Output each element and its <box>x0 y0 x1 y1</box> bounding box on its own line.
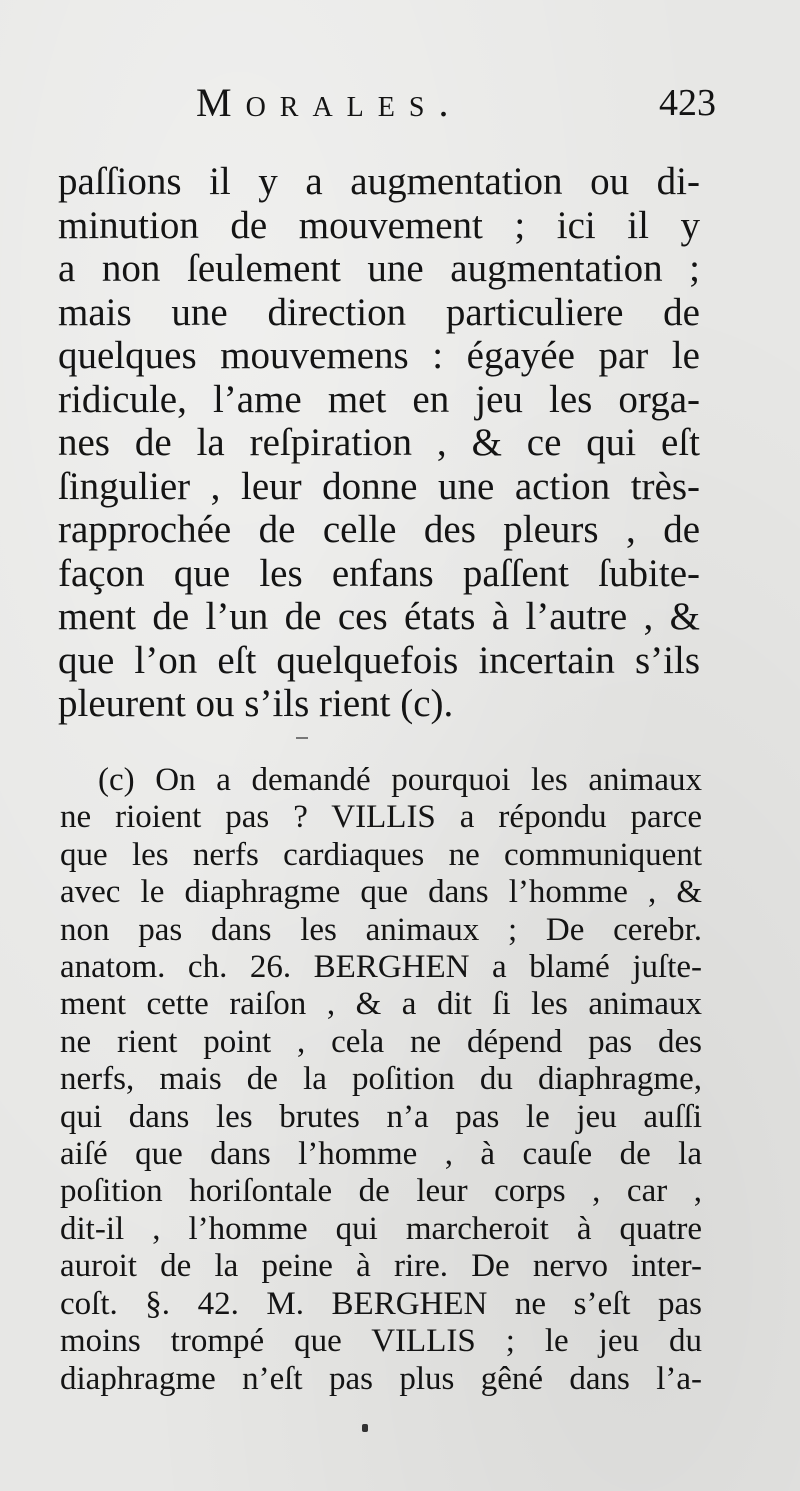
text-line: a non ſeulement une augmentation ; <box>58 247 700 290</box>
running-head: Morales. <box>196 80 463 125</box>
footnote-line: que les nerfs cardiaques ne communiquent <box>60 836 702 873</box>
footnote <box>60 762 702 1398</box>
footnote-line: moins trompé que VILLIS ; le jeu du <box>60 1323 702 1360</box>
text-line: pleurent ou s’ils rient (c). <box>58 682 454 725</box>
footnote-line: dit-il , l’homme qui marcheroit à quatre <box>60 1210 702 1247</box>
text-line: ment de l’un de ces états à l’autre , & <box>58 595 700 638</box>
footnote-line: nerfs, mais de la poſition du diaphragme, <box>60 1061 702 1098</box>
footnote-line: coſt. §. 42. M. BERGHEN ne s’eſt pas <box>60 1285 702 1322</box>
footnote-line: qui dans les brutes n’a pas le jeu auſſi <box>60 1098 702 1135</box>
footnote-line: ne rient point , cela ne dépend pas des <box>60 1023 702 1060</box>
footnote-line: non pas dans les animaux ; De cerebr. <box>60 911 702 948</box>
signature-mark <box>362 1424 368 1432</box>
footnote-line: poſition horiſontale de leur corps , car , <box>60 1173 702 1210</box>
page-number: 423 <box>659 82 716 124</box>
text-line: ſingulier , leur donne une action très- <box>58 464 700 508</box>
text-line: nes de la reſpiration , & ce qui eſt <box>58 421 700 464</box>
text-line: minution de mouvement ; ici il y <box>58 203 700 247</box>
text-line: quelques mouvemens : égayée par le <box>58 334 700 377</box>
footnote-line: avec le diaphragme que dans l’homme , & <box>60 874 702 911</box>
footnote-line: ment cette raiſon , & a dit ſi les animaux <box>60 986 702 1023</box>
footnote-line: anatom. ch. 26. BERGHEN a blamé juſte- <box>60 949 702 986</box>
footnote-line: diaphragme n’eſt pas plus gêné dans l’a- <box>60 1360 702 1397</box>
footnote-divider <box>296 737 308 739</box>
text-line: mais une direction particuliere de <box>58 290 700 334</box>
footnote-line: auroit de la peine à rire. De nervo inter- <box>60 1248 702 1285</box>
text-line: façon que les enfans paſſent ſubite- <box>58 551 700 595</box>
text-line: paſſions il y a augmentation ou di- <box>58 160 700 203</box>
footnote-line: (c) On a demandé pourquoi les animaux <box>98 762 702 798</box>
text-line: que l’on eſt quelquefois incertain s’ils <box>58 638 700 682</box>
text-line: ridicule, l’ame met en jeu les orga- <box>58 377 700 421</box>
page-header <box>196 78 716 128</box>
text-line: rapprochée de celle des pleurs , de <box>58 508 700 551</box>
main-paragraph <box>58 160 700 726</box>
footnote-line: ne rioient pas ? VILLIS a répondu parce <box>60 799 702 836</box>
footnote-line: aiſé que dans l’homme , à cauſe de la <box>60 1136 702 1173</box>
